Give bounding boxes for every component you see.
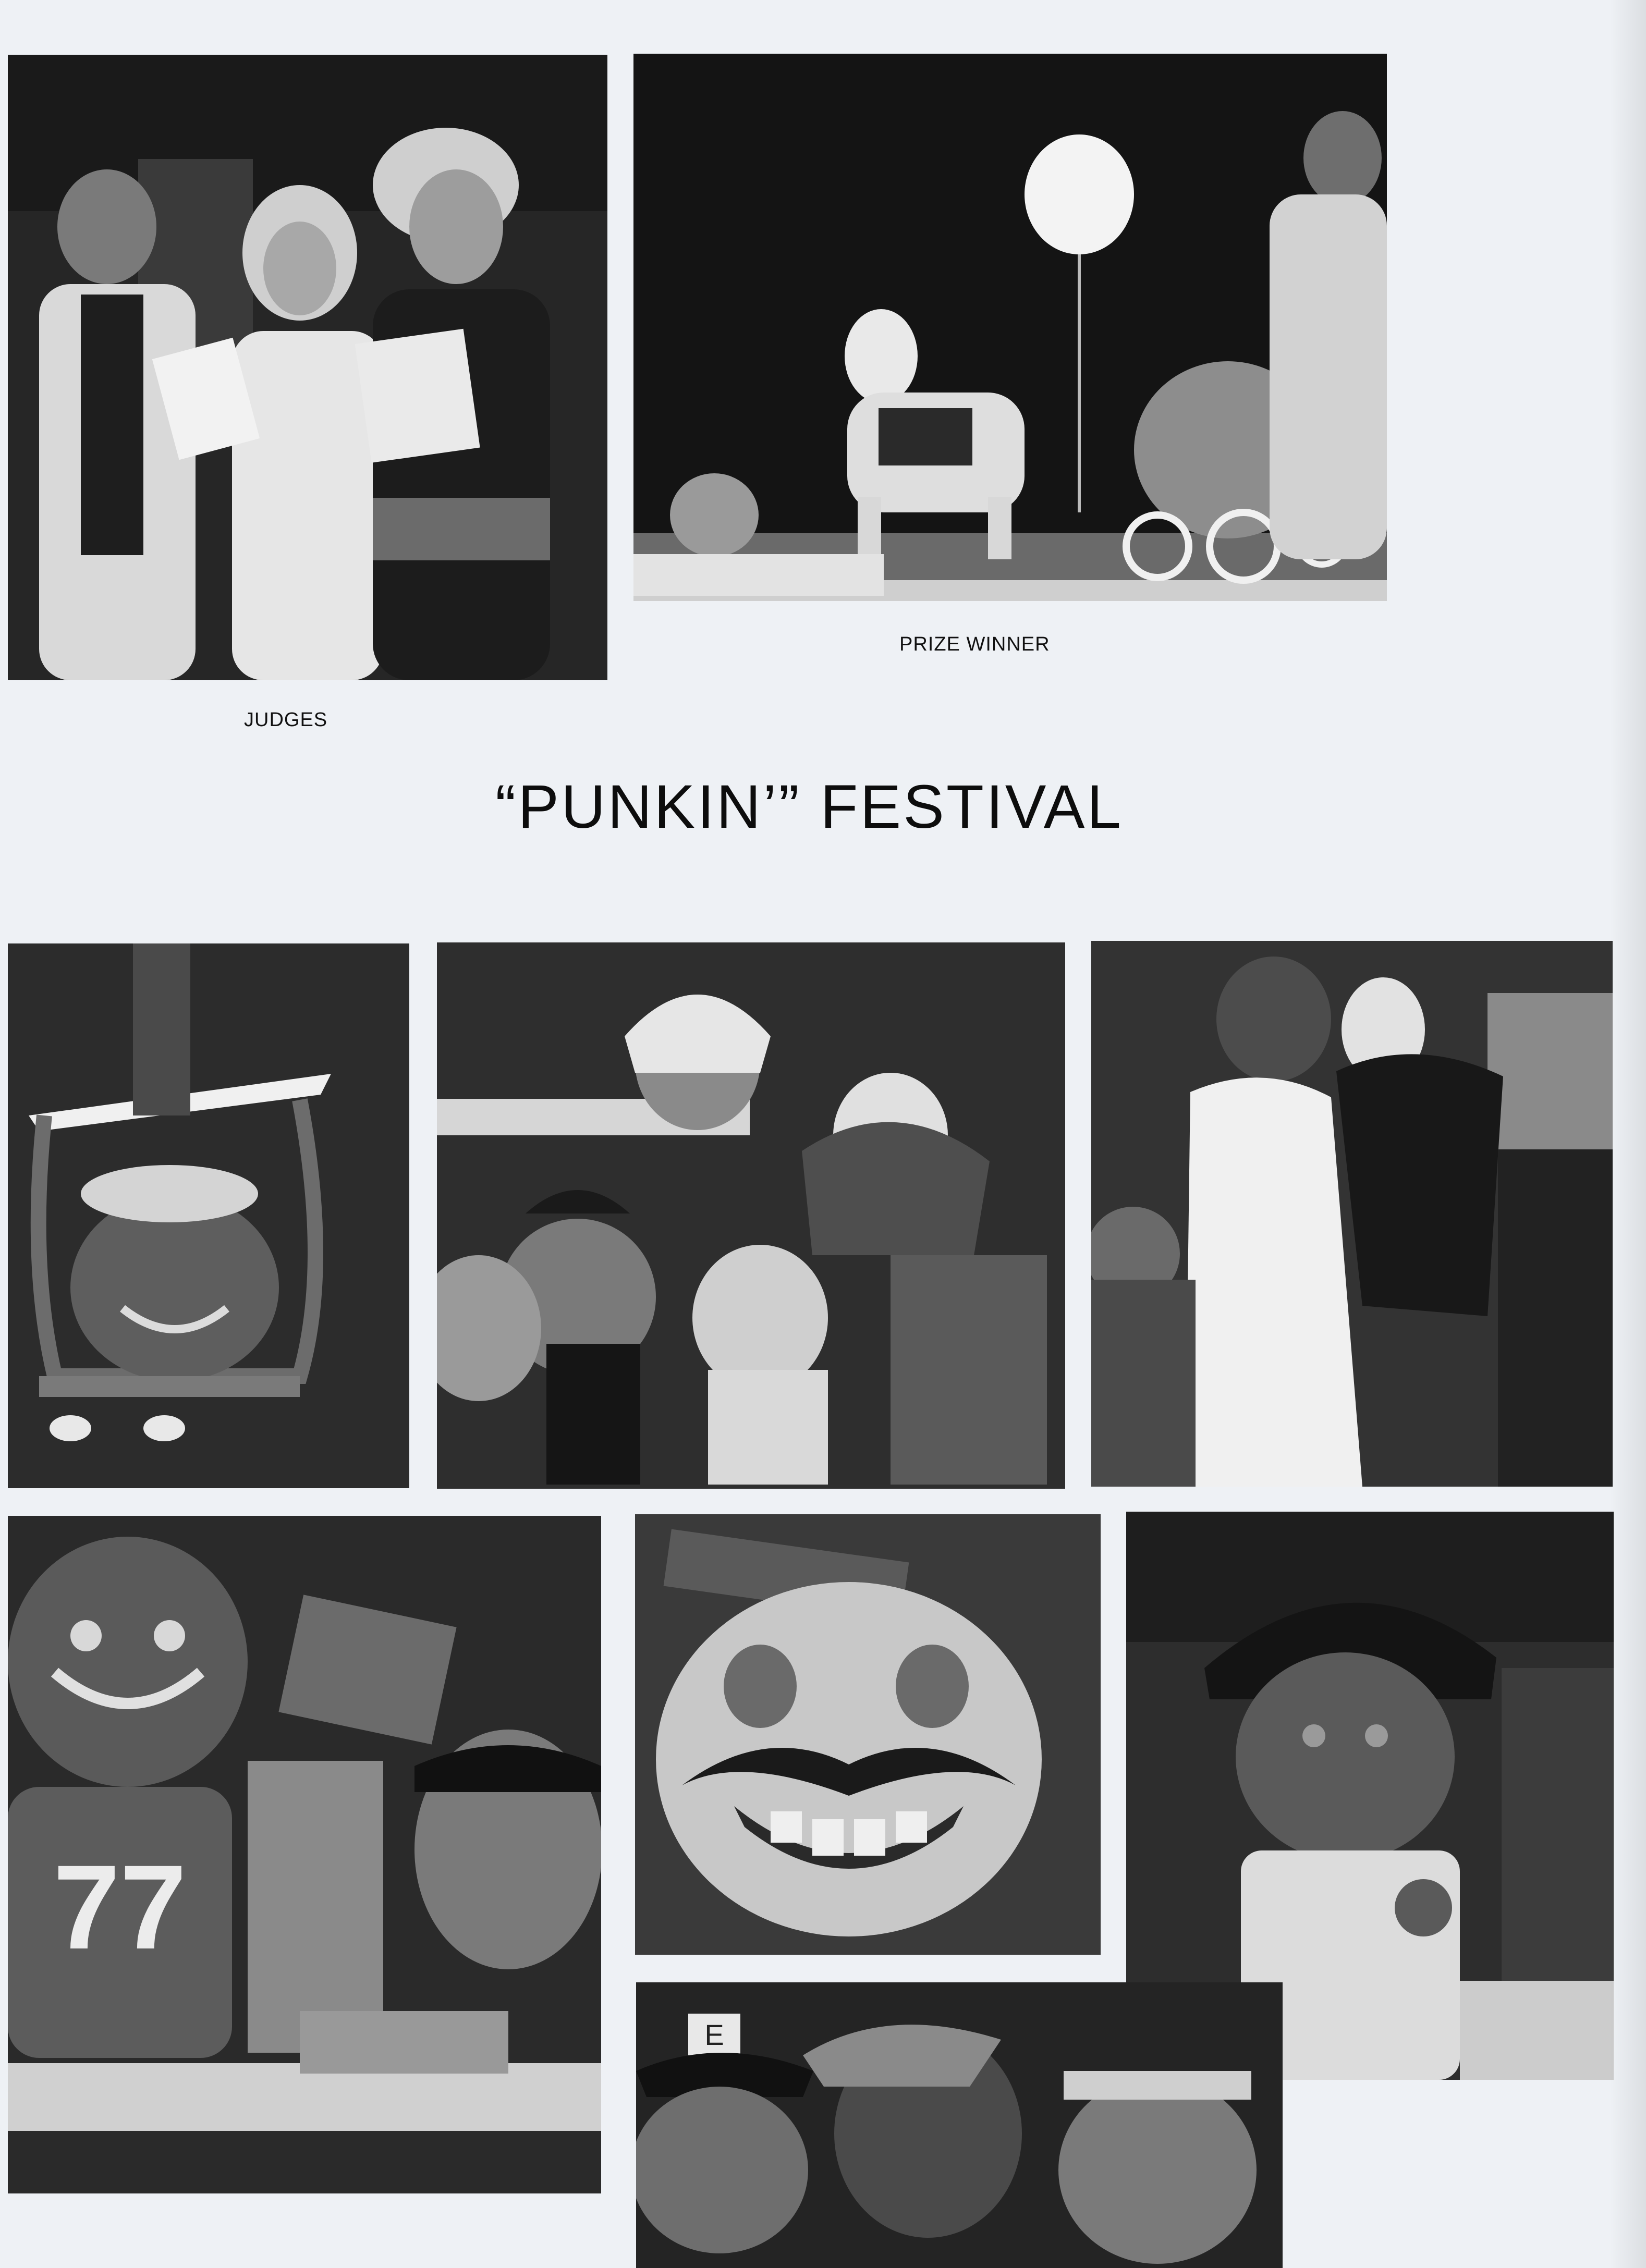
judges-photo [8,55,607,680]
witch-pumpkins-photo [636,1982,1283,2268]
pumpkin-characters-photo [437,942,1065,1489]
swing-pumpkin-photo [8,943,409,1488]
witch-hat-letter: E [704,2018,724,2051]
mustache-pumpkin-photo-image [635,1514,1101,1955]
football-pumpkin-photo [8,1516,601,2193]
witch-pumpkins-photo-image [636,1982,1283,2268]
prize-winner-caption: PRIZE WINNER [899,633,1050,655]
page-title: “PUNKIN’” FESTIVAL [495,773,1124,841]
football-pumpkin-photo-image [8,1516,601,2193]
swing-pumpkin-photo-image [8,943,409,1488]
costumed-figures-photo [1091,941,1613,1487]
page-spine-shadow [1610,0,1646,2268]
costumed-figures-photo-image [1091,941,1613,1487]
prize-winner-photo [633,54,1387,601]
judges-caption: JUDGES [244,709,328,731]
mustache-pumpkin-photo [635,1514,1101,1955]
judges-photo-image [8,55,607,680]
jersey-number: 77 [53,1840,187,1974]
prize-winner-photo-image [633,54,1387,601]
pumpkin-characters-photo-image [437,942,1065,1489]
